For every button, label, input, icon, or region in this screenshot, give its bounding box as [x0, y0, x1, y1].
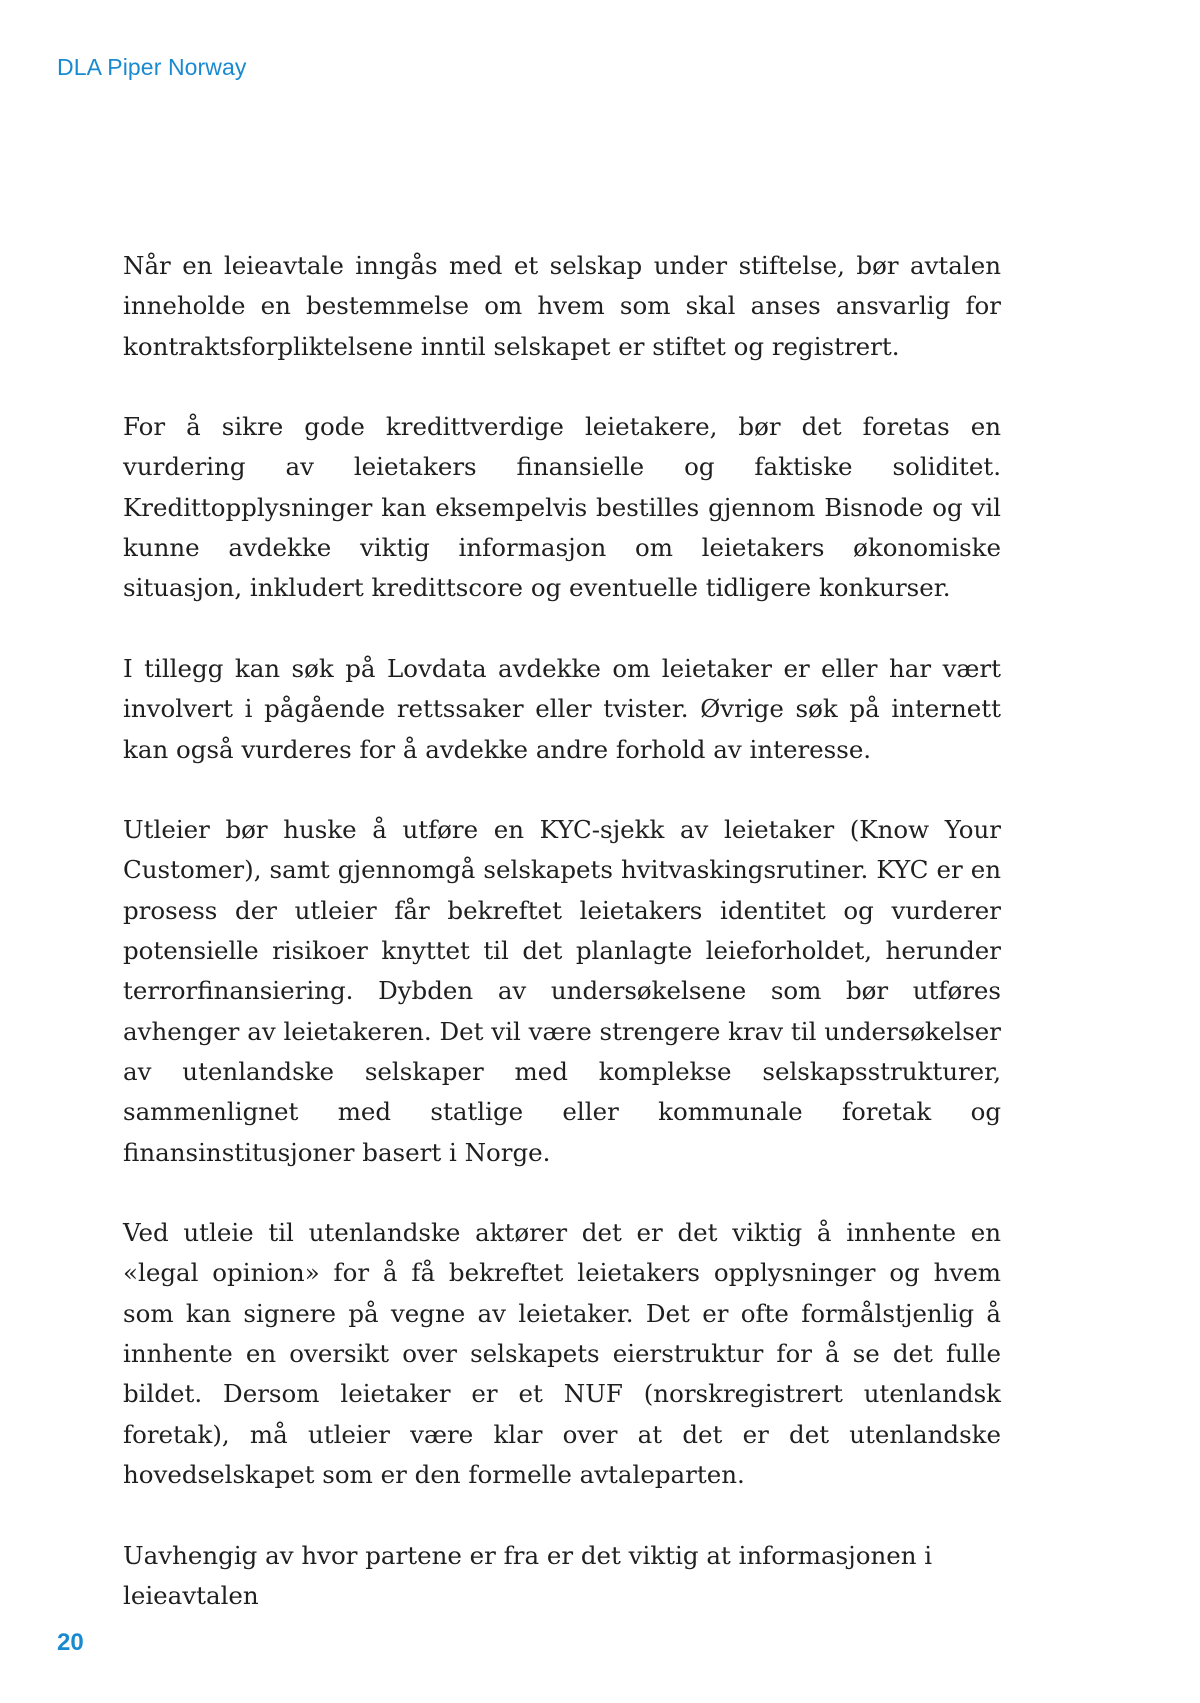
paragraph-kyc-check: Utleier bør huske å utføre en KYC-sjekk av leietaker (Know Your Customer), samt gjennomgå selskapets hvitvaskingsrutiner. KYC er en prosess der utleier får bekreftet leietakers identitet og vurderer potensielle risikoer knyttet til det planlagte leieforholdet, herunder terrorfinansiering. Dybden av undersøkelsene som bør utføres avhenger av leietakeren. Det vil være strengere krav til undersøkelser av utenlandske selskaper med komplekse selskapsstrukturer, sammenlignet med statlige eller kommunale foretak og finansinstitusjoner basert i Norge.: [123, 815, 1001, 1167]
paragraph-lease-information: Uavhengig av hvor partene er fra er det viktig at informasjonen i leieavtalen: [123, 1540, 933, 1610]
paragraph-lovdata-search: I tillegg kan søk på Lovdata avdekke om leietaker er eller har vært involvert i pågående rettssaker eller tvister. Øvrige søk på internett kan også vurderes for å avdekke andre forhold av interesse.: [123, 653, 1001, 764]
paragraph-creditworthiness: For å sikre gode kredittverdige leietakere, bør det foretas en vurdering av leietakers finansielle og faktiske soliditet. Kredittopplysninger kan eksempelvis bestilles gjennom Bisnode og vil kunne avdekke viktig informasjon om leietakers økonomiske situasjon, inkludert kredittscore og eventuelle tidligere konkurser.: [123, 412, 1001, 603]
body-text: [123, 246, 1001, 1616]
paragraph-company-under-formation: Når en leieavtale inngås med et selskap under stiftelse, bør avtalen inneholde en bestemmelse om hvem som skal anses ansvarlig for kontraktsforpliktelsene inntil selskapet er stiftet og registrert.: [123, 251, 1001, 361]
running-header: DLA Piper Norway: [57, 54, 247, 80]
paragraph-legal-opinion: Ved utleie til utenlandske aktører det er det viktig å innhente en «legal opinion» for å få bekreftet leietakers opplysninger og hvem som kan signere på vegne av leietaker. Det er ofte formålstjenlig å innhente en oversikt over selskapets eierstruktur for å se det fulle bildet. Dersom leietaker er et NUF (norskregistrert utenlandsk foretak), må utleier være klar over at det er det utenlandske hovedselskapet som er den formelle avtaleparten.: [123, 1218, 1001, 1489]
page-number: 20: [57, 1629, 84, 1656]
